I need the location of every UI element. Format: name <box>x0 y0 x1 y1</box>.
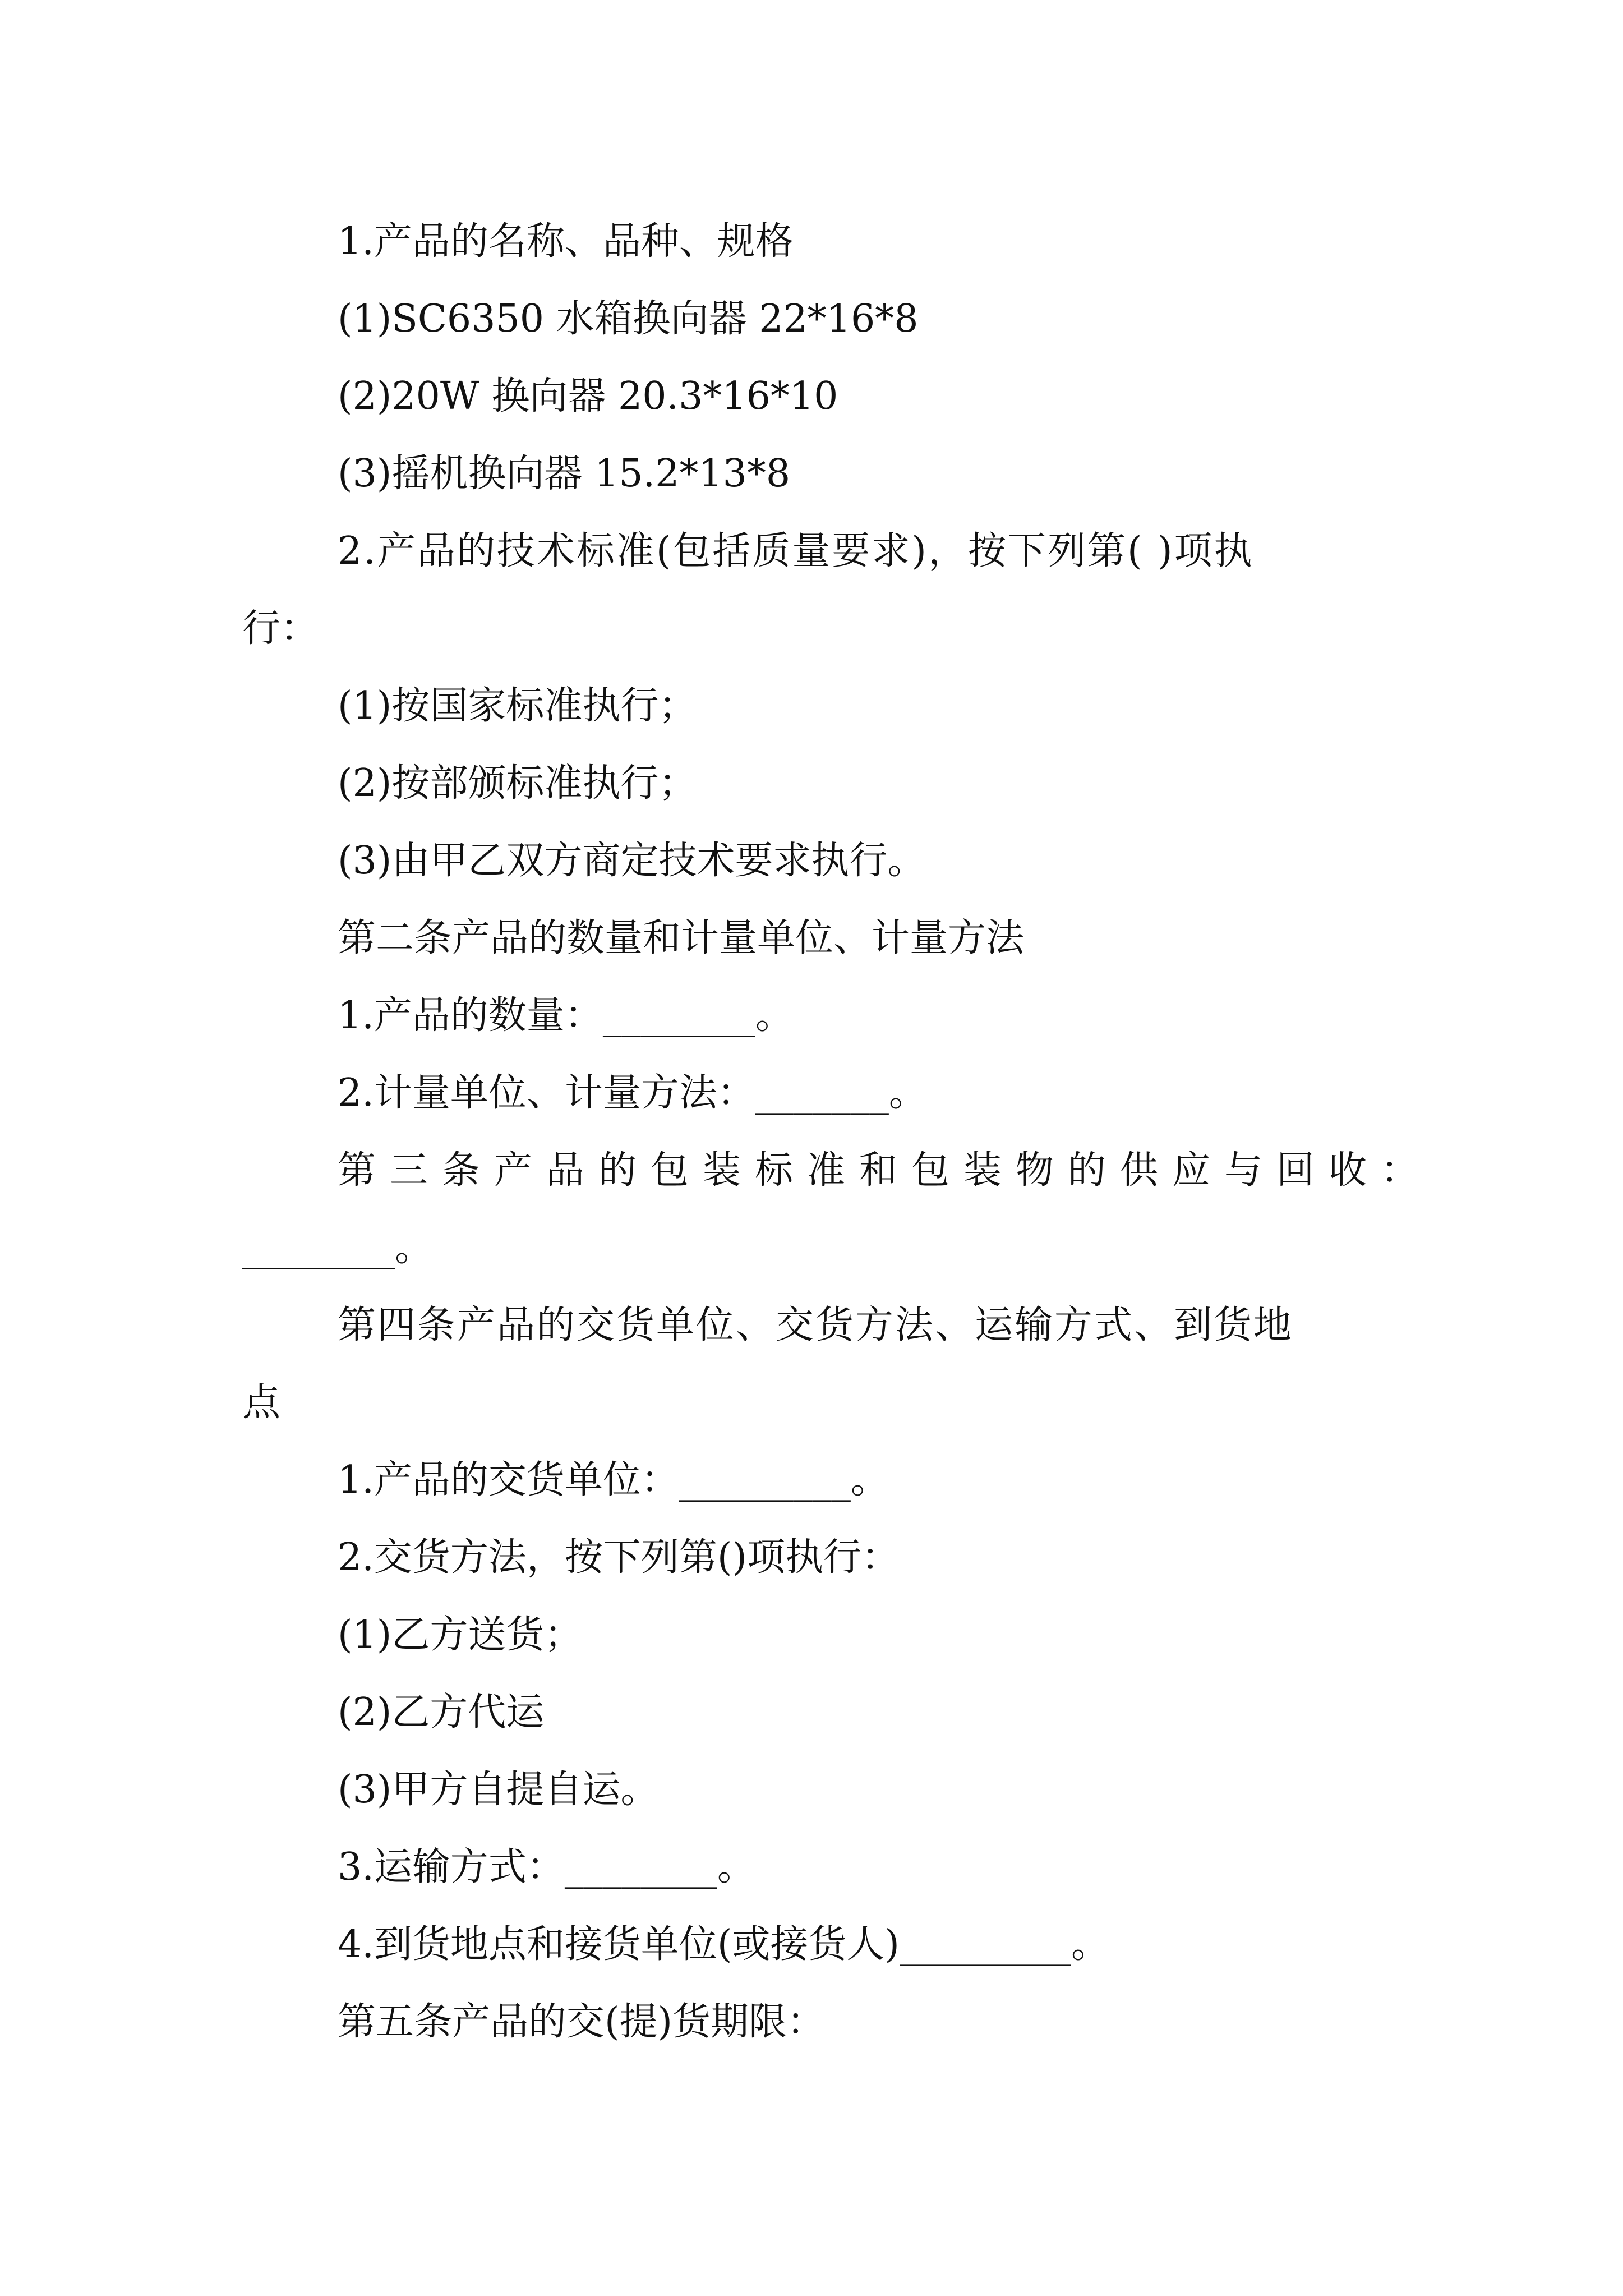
delivery-method-heading: 2.交货方法，按下列第()项执行： <box>338 1535 900 1580</box>
standard-option-2: (2)按部颁标准执行； <box>338 761 697 806</box>
delivery-option-1: (1)乙方送货； <box>338 1613 583 1657</box>
delivery-option-3: (3)甲方自提自运。 <box>338 1768 659 1812</box>
transport-method-field: 3.运输方式：________。 <box>338 1845 755 1889</box>
article-3-blank: ________。 <box>242 1226 434 1270</box>
article-2-heading: 第二条产品的数量和计量单位、计量方法 <box>338 916 1025 960</box>
arrival-place-field: 4.到货地点和接货单位(或接货人)_________。 <box>338 1922 1109 1967</box>
quantity-field: 1.产品的数量：________。 <box>338 993 794 1038</box>
product-item-3: (3)摇机换向器 15.2*13*8 <box>338 452 791 496</box>
delivery-unit-field: 1.产品的交货单位：_________。 <box>338 1458 889 1502</box>
section-1-product-name: 1.产品的名称、品种、规格 <box>338 219 794 264</box>
standard-option-3: (3)由甲乙双方商定技术要求执行。 <box>338 839 926 883</box>
article-4-continuation: 点 <box>242 1381 281 1425</box>
product-item-2: (2)20W 换向器 20.3*16*10 <box>338 374 838 418</box>
measurement-method-field: 2.计量单位、计量方法：_______。 <box>338 1071 927 1115</box>
article-3-heading: 第三条产品的包装标准和包装物的供应与回收： <box>338 1148 1433 1193</box>
standard-option-1: (1)按国家标准执行； <box>338 684 697 728</box>
article-5-heading: 第五条产品的交(提)货期限： <box>338 2000 826 2044</box>
section-2-technical-standard: 2.产品的技术标准(包括质量要求)，按下列第( )项执 <box>338 529 1254 573</box>
product-item-1: (1)SC6350 水箱换向器 22*16*8 <box>338 297 919 341</box>
section-2-continuation: 行： <box>242 606 319 651</box>
delivery-option-2: (2)乙方代运 <box>338 1690 545 1734</box>
article-4-heading: 第四条产品的交货单位、交货方法、运输方式、到货地 <box>338 1303 1294 1347</box>
